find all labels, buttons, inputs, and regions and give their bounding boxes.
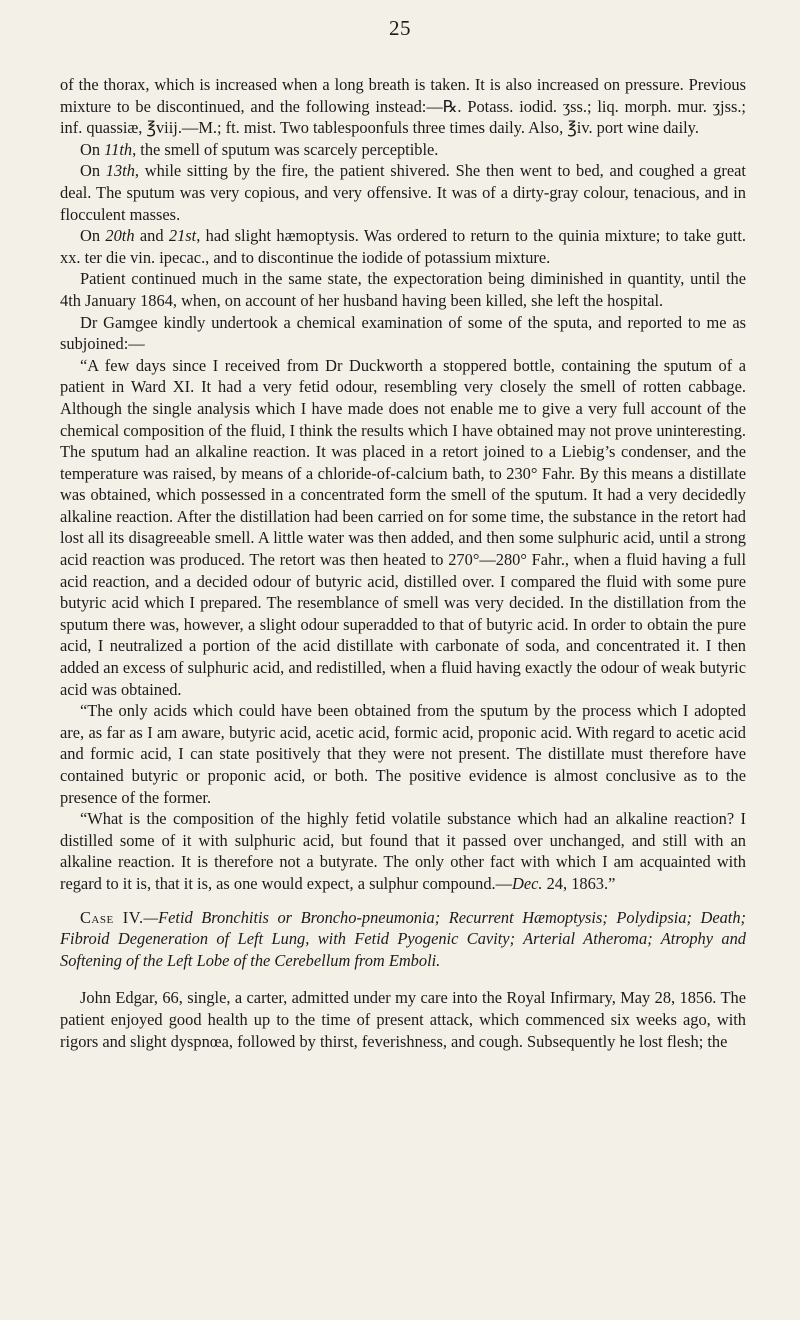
case-title: —Fetid Bronchitis or Broncho-pneumonia; Recurrent Hæmoptysis; Polydipsia; Death; Fibroid Degeneration of Left Lung, with Fetid Pyogenic Cavity; Arterial Atheroma; Atrophy and Softening of the Left Lobe of the Cerebellum from Emboli. bbox=[60, 907, 746, 970]
paragraph-p2 bbox=[60, 139, 746, 161]
paragraph-segment: “A few days since I received from Dr Duckworth a stoppered bottle, containing the sputum of a patient in Ward XI. It had a very fetid odour, resembling very closely the smell of rotten cabbage. Although the single analysis which I have made does not enable me to give a very full account of the chemical composition of the fluid, I think the results which I have obtained may not prove uninteresting. The sputum had an alkaline reaction. It was placed in a retort joined to a Liebig’s condenser, and the temperature was raised, by means of a chloride-of-calcium bath, to 230° Fahr. By this means a distillate was obtained, which possessed in a concentrated form the smell of the sputum. It had a very decidedly alkaline reaction. After the distillation had been carried on for some time, the substance in the retort had lost all its disagreeable smell. A little water was then added, and then some sulphuric acid, until a strong acid reaction was produced. The retort was then heated to 270°—280° Fahr., when a fluid having a full acid reaction, and a decided odour of butyric acid, distilled over. I compared the fluid with some pure butyric acid which I prepared. The resemblance of smell was very decided. In the distillation from the sputum there was, however, a slight odour superadded to that of butyric acid. In order to obtain the pure acid, I neutralized a portion of the acid distillate with carbonate of soda, and concentrated it. I then added an excess of sulphuric acid, and redistilled, when a fluid having exactly the odour of weak butyric acid was obtained. bbox=[60, 355, 746, 699]
paragraph-segment: , had slight hæmoptysis. Was ordered to return to the quinia mixture; to take gutt. xx. ter die vin. ipecac., and to discontinue the iodide of potassium mixture. bbox=[60, 226, 746, 267]
paragraph-segment: 13th bbox=[105, 161, 135, 181]
case-heading bbox=[60, 907, 746, 972]
paragraph-segment: , the smell of sputum was scarcely perceptible. bbox=[132, 139, 439, 159]
paragraph-segment: Dr Gamgee kindly undertook a chemical examination of some of the sputa, and reported to me as subjoined:— bbox=[60, 312, 746, 354]
paragraph-p7 bbox=[60, 355, 746, 701]
paragraph-p9 bbox=[60, 808, 746, 894]
case-label: Case IV. bbox=[80, 907, 144, 927]
paragraph-segment: On bbox=[80, 139, 105, 159]
paragraph-segment: Patient continued much in the same state, the expectoration being diminished in quantity, until the 4th January 1864, when, on account of her husband having been killed, she left the hospital. bbox=[60, 269, 746, 310]
paragraph-segment: Dec. bbox=[512, 873, 543, 893]
paragraph-segment: and bbox=[134, 226, 169, 246]
paragraph-segment: On bbox=[80, 226, 106, 246]
paragraph-p3 bbox=[60, 160, 746, 225]
paragraph-segment: 24, 1863.” bbox=[542, 873, 616, 893]
paragraph-segment: “The only acids which could have been obtained from the sputum by the process which I adopted are, as far as I am aware, butyric acid, acetic acid, formic acid, proponic acid. With regard to acetic acid and formic acid, I can state positively that they were not present. The distillate must therefore have contained butyric or proponic acid, or both. The positive evidence is almost conclusive as to the presence of the former. bbox=[60, 701, 746, 807]
paragraph-segment: “What is the composition of the highly fetid volatile substance which had an alkaline reaction? I distilled some of it with sulphuric acid, but found that it passed over unchanged, and still with an alkaline reaction. It is therefore not a butyrate. The only other fact with which I am acquainted with regard to it is, that it is, as one would expect, a sulphur compound.— bbox=[60, 809, 746, 893]
paragraph-segment: 20th bbox=[105, 226, 135, 246]
paragraph-segment: 11th bbox=[104, 139, 133, 159]
paragraph-p1 bbox=[60, 74, 746, 139]
paragraph-segment: , while sitting by the fire, the patient shivered. She then went to bed, and coughed a great deal. The sputum was very copious, and very offensive. It was of a dirty-gray colour, tenacious, and in flocculent masses. bbox=[60, 161, 746, 224]
paragraph-segment: of the thorax, which is increased when a long breath is taken. It is also increased on pressure. Previous mixture to be discontinued, and the following instead:—℞. Potass. iodid. ʒss.; liq. morph. mur. ʒjss.; inf. quassiæ, ℥viij.—M.; ft. mist. Two tablespoonfuls three times daily. Also, ℥iv. port wine daily. bbox=[60, 75, 746, 138]
page-number: 25 bbox=[389, 16, 411, 40]
paragraph-p4 bbox=[60, 225, 746, 268]
paragraph-p6 bbox=[60, 312, 746, 355]
paragraph-list bbox=[60, 74, 746, 895]
paragraph-segment: On bbox=[80, 161, 106, 181]
body-text bbox=[60, 74, 746, 1052]
paragraph-segment: 21st bbox=[168, 226, 197, 246]
closing-paragraph: John Edgar, 66, single, a carter, admitted under my care into the Royal Infirmary, May 28, 1856. The patient enjoyed good health up to the time of present attack, which commenced six weeks ago, with rigors and slight dyspnœa, followed by thirst, feverishness, and cough. Subsequently he lost flesh; the bbox=[60, 988, 746, 1051]
paragraph-p8 bbox=[60, 700, 746, 808]
paragraph-p5 bbox=[60, 268, 746, 311]
